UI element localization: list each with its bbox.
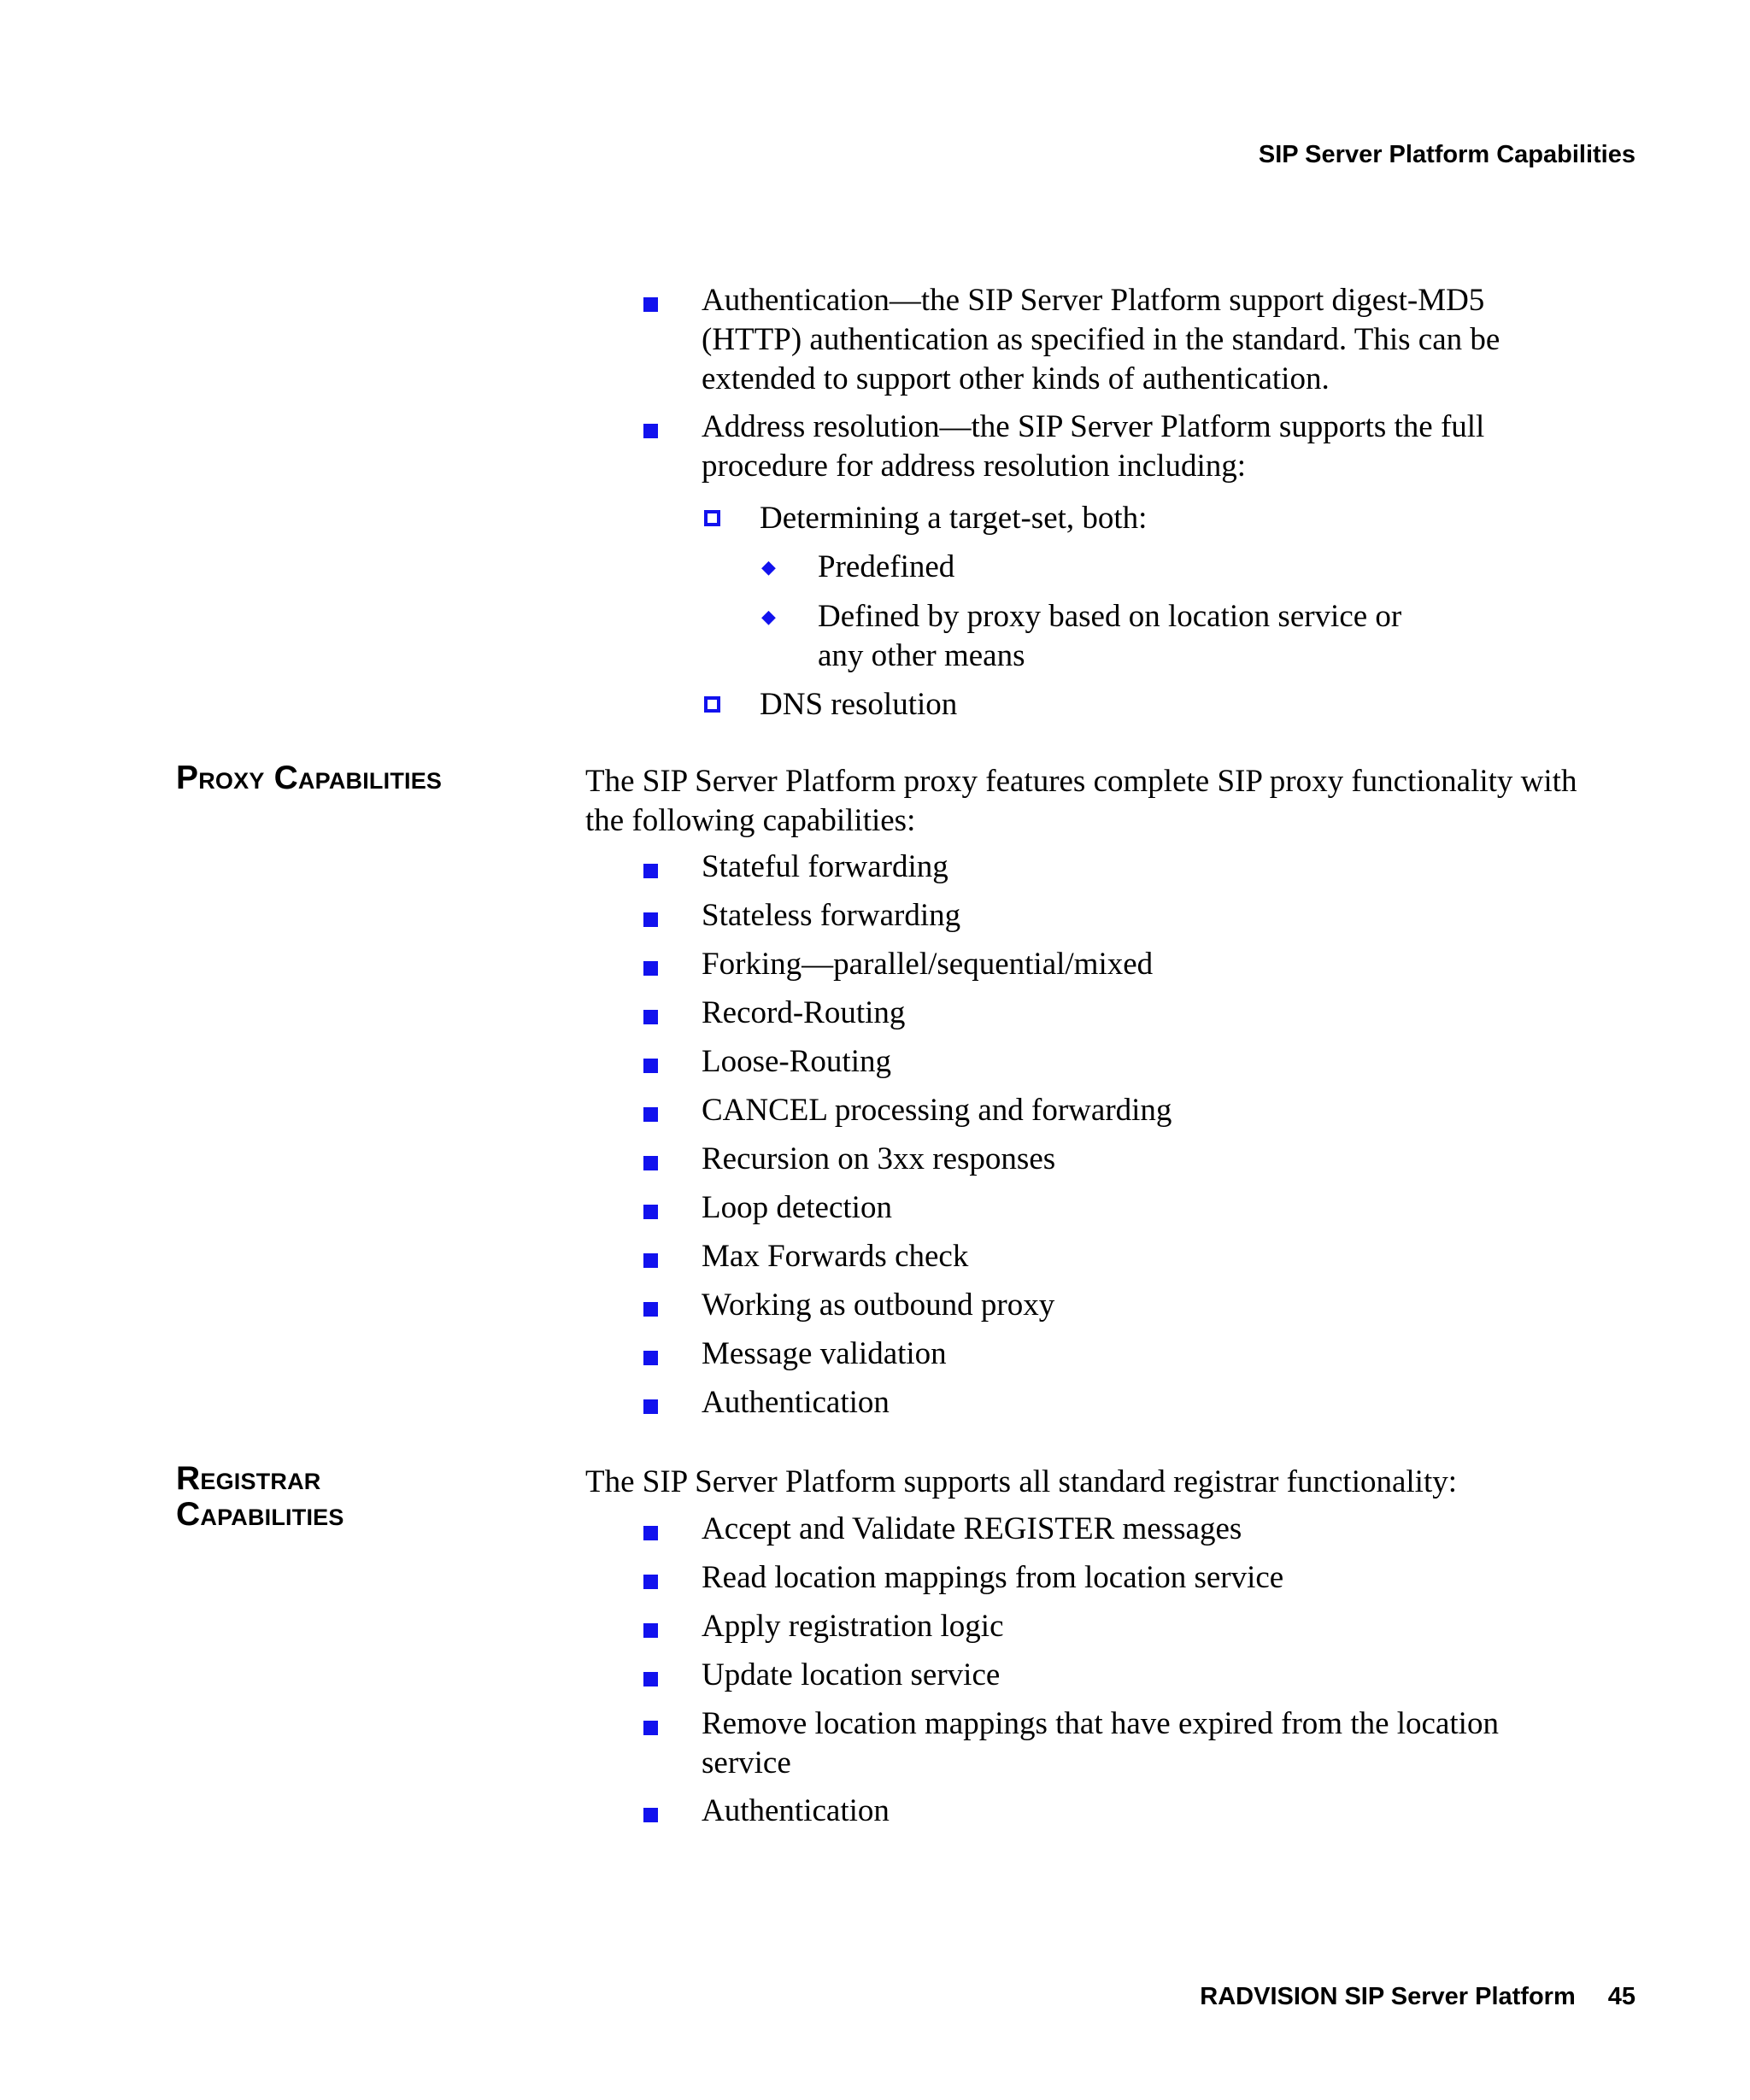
sub-sub-list-item-line: any other means — [818, 638, 1025, 673]
list-item: Message validation — [702, 1336, 947, 1371]
square-bullet-icon — [643, 1010, 658, 1024]
page-number: 45 — [1607, 1983, 1635, 2010]
square-bullet-icon — [643, 1156, 658, 1170]
list-item: Stateful forwarding — [702, 849, 948, 884]
diamond-bullet-icon: ◆ — [761, 607, 776, 628]
list-item: Stateless forwarding — [702, 898, 961, 933]
list-item: Loose-Routing — [702, 1044, 891, 1079]
list-item: Max Forwards check — [702, 1239, 969, 1274]
square-bullet-icon — [643, 1526, 658, 1540]
list-item: Loop detection — [702, 1190, 892, 1225]
square-bullet-icon — [643, 912, 658, 927]
list-item-line: Address resolution—the SIP Server Platform supports the full — [702, 409, 1485, 444]
sub-sub-list-item-line: Defined by proxy based on location service or — [818, 599, 1402, 634]
square-bullet-icon — [643, 1205, 658, 1219]
sub-list-item: Determining a target-set, both: — [760, 501, 1148, 536]
list-item: Authentication — [702, 1793, 890, 1828]
list-item: Authentication — [702, 1385, 890, 1420]
list-item-line: Authentication—the SIP Server Platform support digest-MD5 — [702, 283, 1485, 318]
list-item-line: procedure for address resolution including: — [702, 449, 1247, 484]
list-item: Update location service — [702, 1657, 1001, 1692]
square-bullet-icon — [643, 1672, 658, 1686]
list-item: Accept and Validate REGISTER messages — [702, 1511, 1242, 1546]
square-bullet-icon — [643, 1351, 658, 1365]
square-bullet-icon — [643, 1059, 658, 1073]
proxy-intro-line: the following capabilities: — [585, 803, 916, 838]
diamond-bullet-icon: ◆ — [761, 557, 776, 578]
square-bullet-icon — [643, 961, 658, 976]
section-heading-proxy: Proxy Capabilities — [176, 760, 443, 796]
section-heading-registrar-line2: Capabilities — [176, 1496, 344, 1533]
list-item-line: Remove location mappings that have expired from the location — [702, 1706, 1499, 1741]
list-item-line: service — [702, 1745, 791, 1780]
square-bullet-icon — [643, 424, 658, 438]
square-bullet-icon — [643, 297, 658, 312]
square-bullet-icon — [643, 1302, 658, 1317]
list-item: Read location mappings from location service — [702, 1560, 1284, 1595]
section-heading-registrar-line1: Registrar — [176, 1460, 321, 1497]
list-item-line: extended to support other kinds of authentication. — [702, 361, 1330, 396]
square-bullet-icon — [643, 1623, 658, 1638]
list-item: Apply registration logic — [702, 1609, 1004, 1644]
square-bullet-icon — [643, 1399, 658, 1414]
list-item: Forking—parallel/sequential/mixed — [702, 947, 1154, 982]
list-item: Recursion on 3xx responses — [702, 1141, 1056, 1176]
registrar-intro: The SIP Server Platform supports all standard registrar functionality: — [585, 1464, 1458, 1499]
list-item-line: (HTTP) authentication as specified in the standard. This can be — [702, 322, 1500, 357]
square-bullet-icon — [643, 1721, 658, 1735]
running-footer — [1200, 1981, 1635, 2012]
square-bullet-icon — [643, 1575, 658, 1589]
sub-list-item: DNS resolution — [760, 687, 958, 722]
square-bullet-icon — [643, 1808, 658, 1822]
sub-sub-list-item: Predefined — [818, 549, 955, 584]
footer-doc-title: RADVISION SIP Server Platform — [1200, 1983, 1576, 2010]
hollow-square-bullet-icon — [704, 510, 720, 526]
list-item: CANCEL processing and forwarding — [702, 1093, 1172, 1128]
list-item: Record-Routing — [702, 995, 906, 1030]
square-bullet-icon — [643, 1107, 658, 1122]
square-bullet-icon — [643, 864, 658, 878]
proxy-intro-line: The SIP Server Platform proxy features complete SIP proxy functionality with — [585, 764, 1577, 799]
list-item: Working as outbound proxy — [702, 1288, 1055, 1323]
running-header: SIP Server Platform Capabilities — [1258, 141, 1635, 168]
hollow-square-bullet-icon — [704, 696, 720, 713]
square-bullet-icon — [643, 1253, 658, 1268]
